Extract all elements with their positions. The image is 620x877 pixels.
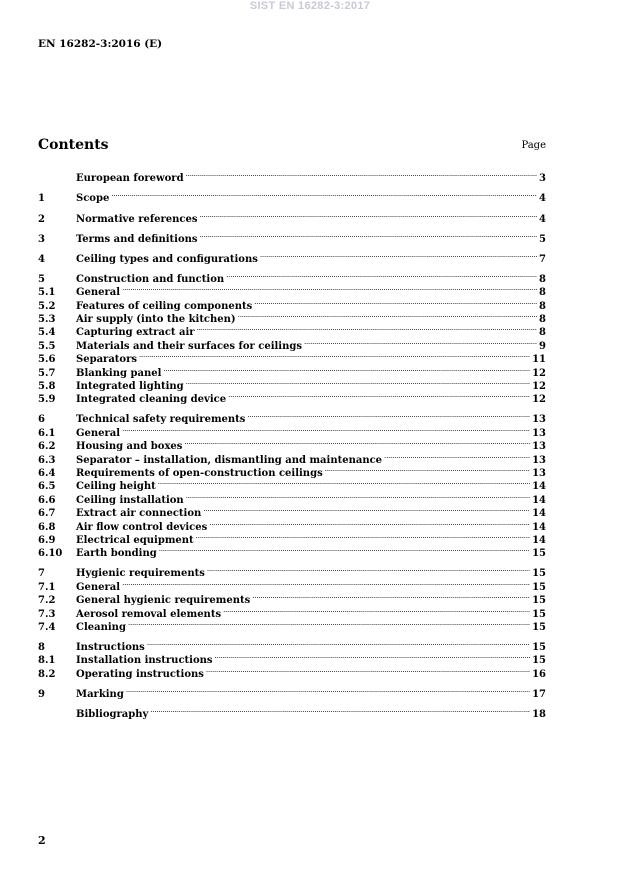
toc-entry[interactable]: [38, 168, 546, 185]
toc-title: Bibliography: [76, 708, 149, 720]
toc-leader: [111, 188, 537, 201]
toc-page: 15: [532, 568, 546, 580]
toc-number: 6.6: [38, 494, 56, 506]
toc-page: 15: [532, 548, 546, 560]
toc-number: 6.4: [38, 467, 56, 479]
toc-leader: [254, 295, 537, 308]
toc-number: 6.9: [38, 534, 56, 546]
toc-leader: [260, 248, 537, 261]
toc-page: 3: [539, 173, 546, 185]
toc-page: 15: [532, 621, 546, 633]
toc-leader: [325, 463, 530, 476]
toc-title: Extract air connection: [76, 508, 202, 520]
toc-leader: [247, 409, 530, 422]
toc-title: Normative references: [76, 213, 198, 225]
toc-leader: [186, 168, 537, 181]
toc-leader: [223, 603, 530, 616]
toc-title: Instructions: [76, 642, 145, 653]
toc-page: 13: [532, 467, 546, 479]
toc-page: 12: [532, 380, 546, 392]
toc-title: Cleaning: [76, 621, 126, 633]
toc-page: 14: [532, 481, 546, 493]
toc-title: Electrical equipment: [76, 534, 194, 546]
toc-title: Ceiling height: [76, 481, 156, 493]
toc-leader: [163, 362, 530, 375]
toc-title: General: [76, 581, 121, 593]
toc-title: Blanking panel: [76, 367, 162, 379]
toc-title: Separator – installation, dismantling and maintenance: [76, 454, 383, 466]
toc-entry[interactable]: [38, 188, 546, 205]
toc-title: Ceiling types and configurations: [76, 253, 258, 265]
toc-number: 3: [38, 233, 45, 245]
toc-leader: [196, 530, 530, 543]
toc-number: 5.1: [38, 287, 56, 299]
toc-title: European foreword: [76, 173, 184, 185]
toc-number: 5.6: [38, 354, 56, 366]
toc-entry[interactable]: [38, 208, 546, 225]
toc-page: 8: [539, 313, 546, 325]
toc-entry[interactable]: [38, 409, 546, 426]
toc-number: 5.9: [38, 394, 56, 406]
toc-number: 9: [38, 688, 45, 700]
toc-entry[interactable]: [38, 228, 546, 245]
toc-number: 8.1: [38, 655, 56, 667]
toc-leader: [384, 449, 530, 462]
toc-leader: [147, 637, 530, 650]
toc-title: Requirements of open-construction ceilings: [76, 467, 323, 479]
toc-number: 6.3: [38, 454, 56, 466]
toc-leader: [159, 543, 530, 556]
toc-title: Integrated lighting: [76, 380, 184, 392]
toc-page: 4: [539, 193, 546, 205]
toc-number: 6.7: [38, 508, 56, 520]
toc-leader: [200, 228, 538, 241]
toc-leader: [128, 617, 530, 630]
toc-leader: [150, 704, 530, 717]
toc-page: 14: [532, 508, 546, 520]
toc-leader: [122, 576, 530, 589]
toc-number: 6: [38, 414, 45, 426]
toc-page: 7: [539, 253, 546, 265]
toc-title: Air flow control devices: [76, 521, 208, 533]
toc-leader: [226, 268, 537, 281]
toc-leader: [252, 590, 530, 603]
toc-page: 8: [539, 300, 546, 312]
toc-page: 15: [532, 655, 546, 667]
toc-title: Operating instructions: [76, 668, 204, 680]
toc-number: 7: [38, 568, 45, 580]
toc-page: 8: [539, 327, 546, 339]
toc-title: Hygienic requirements: [76, 568, 205, 580]
toc-title: Earth bonding: [76, 548, 157, 560]
contents-heading: Contents: [38, 137, 109, 153]
toc-entry[interactable]: [38, 248, 546, 265]
toc-number: 7.3: [38, 608, 56, 620]
toc-number: 7.1: [38, 581, 56, 593]
toc-entry[interactable]: [38, 637, 546, 653]
page-column-label: Page: [521, 140, 546, 151]
toc-number: 6.5: [38, 481, 56, 493]
toc-title: General: [76, 427, 121, 439]
toc-leader: [304, 335, 537, 348]
toc-title: Marking: [76, 688, 124, 700]
watermark: SIST EN 16282-3:2017: [249, 0, 371, 12]
toc-title: Aerosol removal elements: [76, 608, 222, 620]
toc-page: 17: [532, 688, 546, 700]
toc-leader: [186, 376, 530, 389]
toc-number: 6.8: [38, 521, 56, 533]
toc-title: Scope: [76, 193, 110, 205]
toc-page: 15: [532, 581, 546, 593]
toc-page: 14: [532, 534, 546, 546]
toc-leader: [215, 650, 531, 663]
toc-number: 2: [38, 213, 45, 225]
toc-number: 7.4: [38, 621, 56, 633]
toc-page: 8: [539, 287, 546, 299]
toc-leader: [122, 422, 530, 435]
toc-leader: [238, 309, 537, 322]
toc-number: 5.7: [38, 367, 56, 379]
toc-leader: [209, 516, 530, 529]
toc-leader: [139, 349, 530, 362]
toc-page: 15: [532, 595, 546, 607]
toc-leader: [158, 476, 530, 489]
toc-title: Housing and boxes: [76, 441, 183, 453]
toc-leader: [186, 489, 530, 502]
toc-number: 5.2: [38, 300, 56, 312]
toc-leader: [197, 322, 537, 335]
toc-page: 15: [532, 642, 546, 653]
toc-page: 13: [532, 427, 546, 439]
toc-number: 5: [38, 273, 45, 285]
toc-title: Integrated cleaning device: [76, 394, 227, 406]
toc-leader: [206, 663, 530, 676]
toc-page: 14: [532, 494, 546, 506]
toc-title: Capturing extract air: [76, 327, 195, 339]
toc-page: 12: [532, 367, 546, 379]
toc-leader: [228, 389, 530, 402]
toc-title: Air supply (into the kitchen): [76, 313, 236, 325]
toc-number: 5.5: [38, 340, 56, 352]
toc-title: Separators: [76, 354, 137, 366]
toc-leader: [207, 563, 530, 576]
toc-page: 5: [539, 233, 546, 245]
toc-entry[interactable]: [38, 563, 546, 580]
toc-number: 5.4: [38, 327, 56, 339]
toc-page: 13: [532, 414, 546, 426]
toc-number: 8: [38, 642, 45, 653]
page-number: 2: [38, 834, 46, 847]
toc-title: General hygienic requirements: [76, 595, 251, 607]
toc-number: 7.2: [38, 595, 56, 607]
toc-title: Installation instructions: [76, 655, 213, 667]
toc-page: 18: [532, 708, 546, 720]
toc-title: General: [76, 287, 121, 299]
toc-number: 4: [38, 253, 45, 265]
toc-page: 13: [532, 454, 546, 466]
toc-title: Features of ceiling components: [76, 300, 253, 312]
toc-number: 6.1: [38, 427, 56, 439]
toc-title: Materials and their surfaces for ceilings: [76, 340, 302, 352]
toc-entry[interactable]: [38, 704, 546, 720]
toc-title: Construction and function: [76, 273, 225, 285]
toc-page: 12: [532, 394, 546, 406]
toc-title: Technical safety requirements: [76, 414, 246, 426]
toc-number: 8.2: [38, 668, 56, 680]
toc-title: Terms and definitions: [76, 233, 198, 245]
toc-number: 6.10: [38, 548, 63, 560]
toc-entry[interactable]: [38, 683, 546, 700]
toc-number: 1: [38, 193, 45, 205]
toc-title: Ceiling installation: [76, 494, 184, 506]
toc-number: 5.8: [38, 380, 56, 392]
toc-page: 16: [532, 668, 546, 680]
toc-leader: [203, 503, 530, 516]
table-of-contents: [38, 168, 546, 720]
toc-page: 14: [532, 521, 546, 533]
toc-leader: [122, 282, 537, 295]
toc-page: 13: [532, 441, 546, 453]
toc-leader: [184, 436, 530, 449]
toc-leader: [200, 208, 538, 221]
toc-number: 6.2: [38, 441, 56, 453]
toc-leader: [126, 683, 530, 696]
toc-entry[interactable]: [38, 268, 546, 285]
toc-page: 11: [532, 354, 546, 366]
toc-page: 15: [532, 608, 546, 620]
toc-page: 9: [539, 340, 546, 352]
toc-page: 4: [539, 213, 546, 225]
toc-number: 5.3: [38, 313, 56, 325]
toc-page: 8: [539, 273, 546, 285]
document-id: EN 16282-3:2016 (E): [38, 38, 163, 50]
